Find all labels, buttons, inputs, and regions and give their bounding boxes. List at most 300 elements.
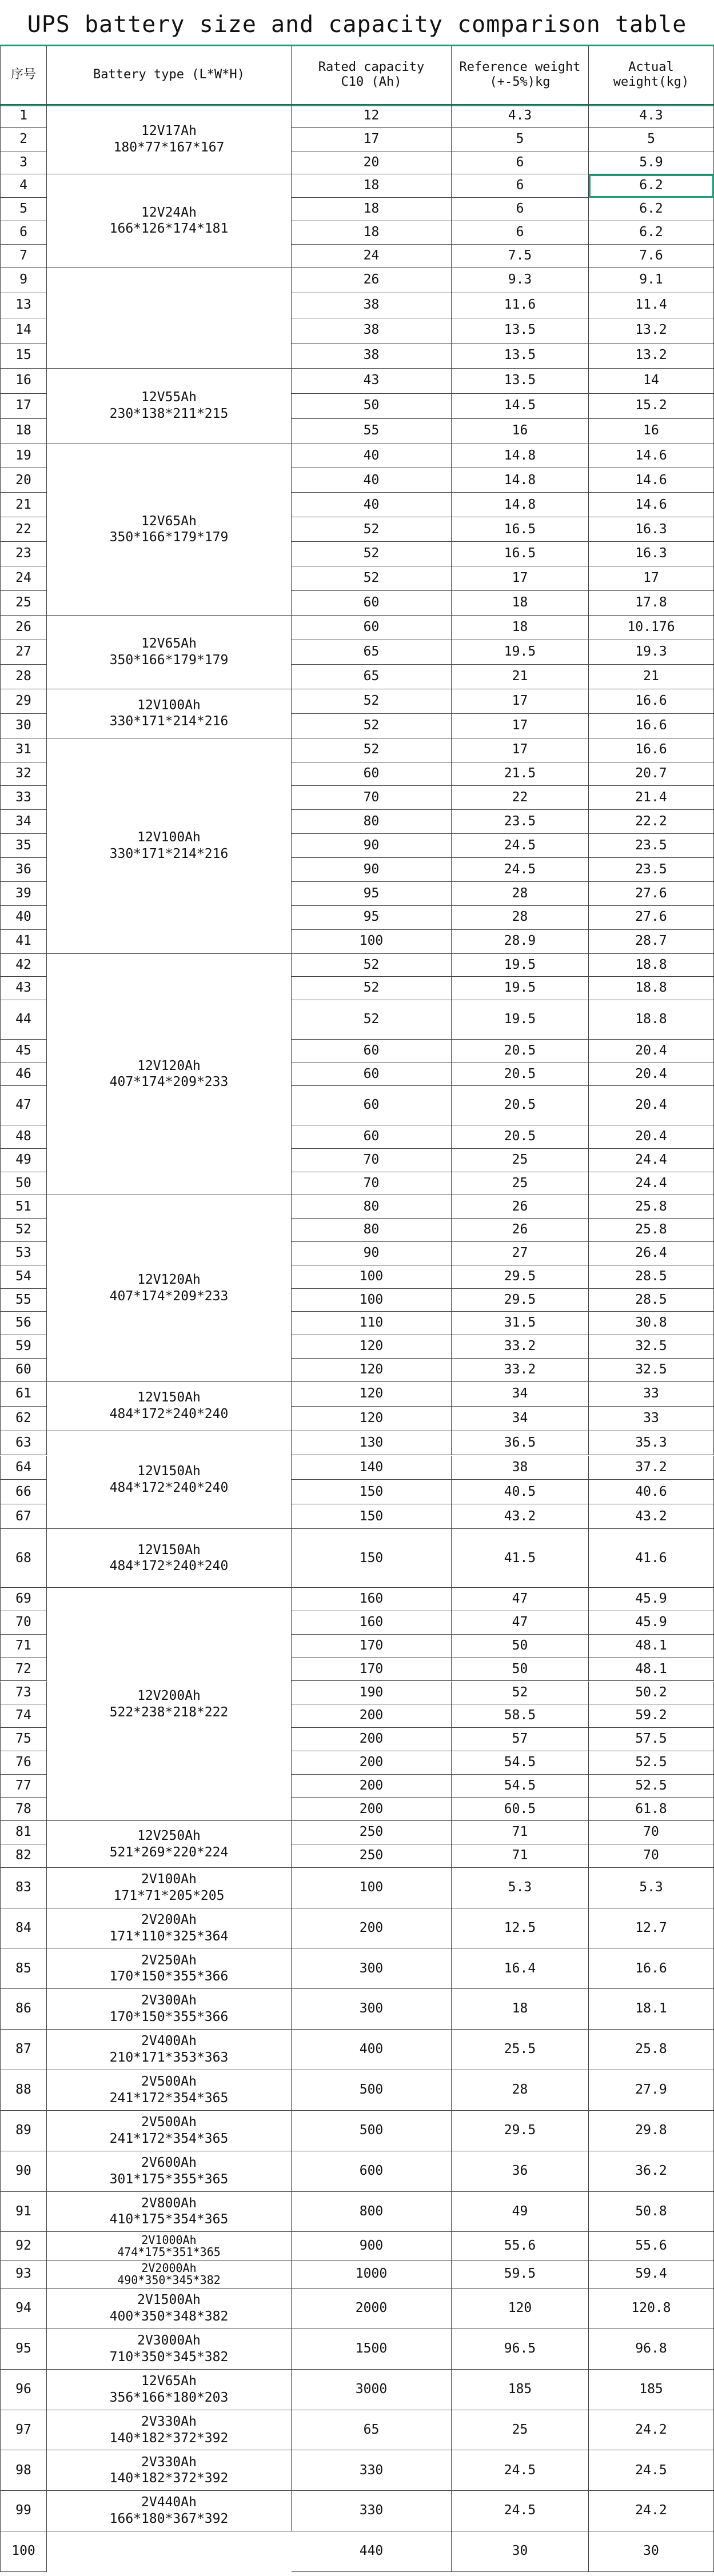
battery-type-cell[interactable]: 12V150Ah 484*172*240*240 bbox=[47, 1529, 292, 1588]
reference-weight-cell[interactable]: 28 bbox=[452, 882, 589, 906]
rated-capacity-cell[interactable]: 200 bbox=[292, 1908, 452, 1949]
row-index[interactable]: 67 bbox=[0, 1504, 47, 1529]
actual-weight-cell[interactable]: 6.2 bbox=[589, 174, 714, 198]
row-index[interactable]: 75 bbox=[0, 1728, 47, 1751]
actual-weight-cell[interactable]: 24.2 bbox=[589, 2491, 714, 2531]
rated-capacity-cell[interactable]: 95 bbox=[292, 906, 452, 930]
rated-capacity-cell[interactable]: 17 bbox=[292, 128, 452, 151]
reference-weight-cell[interactable]: 47 bbox=[452, 1588, 589, 1611]
actual-weight-cell[interactable]: 120.8 bbox=[589, 2289, 714, 2329]
reference-weight-cell[interactable]: 19.5 bbox=[452, 640, 589, 665]
actual-weight-cell[interactable]: 55.6 bbox=[589, 2232, 714, 2260]
actual-weight-cell[interactable]: 26.4 bbox=[589, 1242, 714, 1265]
row-index[interactable]: 40 bbox=[0, 906, 47, 930]
reference-weight-cell[interactable]: 14.5 bbox=[452, 394, 589, 419]
row-index[interactable]: 91 bbox=[0, 2192, 47, 2232]
actual-weight-cell[interactable]: 27.6 bbox=[589, 906, 714, 930]
actual-weight-cell[interactable]: 20.4 bbox=[589, 1125, 714, 1149]
actual-weight-cell[interactable]: 32.5 bbox=[589, 1359, 714, 1382]
reference-weight-cell[interactable]: 11.6 bbox=[452, 293, 589, 318]
row-index[interactable]: 47 bbox=[0, 1086, 47, 1125]
rated-capacity-cell[interactable]: 70 bbox=[292, 1172, 452, 1196]
actual-weight-cell[interactable]: 33 bbox=[589, 1407, 714, 1431]
row-index[interactable]: 1 bbox=[0, 105, 47, 128]
rated-capacity-cell[interactable]: 95 bbox=[292, 882, 452, 906]
actual-weight-cell[interactable]: 24.4 bbox=[589, 1149, 714, 1172]
row-index[interactable]: 6 bbox=[0, 221, 47, 245]
rated-capacity-cell[interactable]: 55 bbox=[292, 419, 452, 444]
row-index[interactable]: 56 bbox=[0, 1312, 47, 1335]
actual-weight-cell[interactable]: 24.5 bbox=[589, 2450, 714, 2491]
battery-type-cell[interactable]: 12V24Ah 166*126*174*181 bbox=[47, 174, 292, 267]
rated-capacity-cell[interactable]: 20 bbox=[292, 151, 452, 175]
row-index[interactable]: 70 bbox=[0, 1611, 47, 1635]
rated-capacity-cell[interactable]: 40 bbox=[292, 493, 452, 517]
actual-weight-cell[interactable]: 16.6 bbox=[589, 689, 714, 714]
actual-weight-cell[interactable]: 70 bbox=[589, 1821, 714, 1844]
reference-weight-cell[interactable]: 14.8 bbox=[452, 468, 589, 493]
reference-weight-cell[interactable]: 47 bbox=[452, 1611, 589, 1635]
actual-weight-cell[interactable]: 27.9 bbox=[589, 2070, 714, 2111]
rated-capacity-cell[interactable]: 43 bbox=[292, 369, 452, 394]
reference-weight-cell[interactable]: 31.5 bbox=[452, 1312, 589, 1335]
row-index[interactable]: 34 bbox=[0, 810, 47, 834]
reference-weight-cell[interactable]: 13.5 bbox=[452, 318, 589, 344]
rated-capacity-cell[interactable]: 330 bbox=[292, 2491, 452, 2531]
battery-type-cell[interactable]: 2V300Ah 170*150*355*366 bbox=[47, 1989, 292, 2030]
actual-weight-cell[interactable]: 23.5 bbox=[589, 834, 714, 858]
rated-capacity-cell[interactable]: 52 bbox=[292, 954, 452, 977]
reference-weight-cell[interactable]: 54.5 bbox=[452, 1751, 589, 1775]
row-index[interactable]: 59 bbox=[0, 1335, 47, 1359]
reference-weight-cell[interactable]: 18 bbox=[452, 616, 589, 640]
reference-weight-cell[interactable]: 30 bbox=[452, 2531, 589, 2572]
row-index[interactable]: 85 bbox=[0, 1948, 47, 1989]
reference-weight-cell[interactable]: 26 bbox=[452, 1219, 589, 1242]
row-index[interactable]: 62 bbox=[0, 1407, 47, 1431]
row-index[interactable]: 39 bbox=[0, 882, 47, 906]
rated-capacity-cell[interactable]: 18 bbox=[292, 174, 452, 198]
rated-capacity-cell[interactable]: 52 bbox=[292, 517, 452, 542]
reference-weight-cell[interactable]: 24.5 bbox=[452, 858, 589, 882]
actual-weight-cell[interactable]: 14.6 bbox=[589, 468, 714, 493]
row-index[interactable]: 66 bbox=[0, 1480, 47, 1504]
rated-capacity-cell[interactable]: 300 bbox=[292, 1948, 452, 1989]
battery-type-cell[interactable]: 2V500Ah 241*172*354*365 bbox=[47, 2070, 292, 2111]
actual-weight-cell[interactable]: 17.8 bbox=[589, 591, 714, 616]
battery-type-cell[interactable]: 2V400Ah 210*171*353*363 bbox=[47, 2030, 292, 2070]
reference-weight-cell[interactable]: 120 bbox=[452, 2289, 589, 2329]
rated-capacity-cell[interactable]: 120 bbox=[292, 1407, 452, 1431]
reference-weight-cell[interactable]: 13.5 bbox=[452, 369, 589, 394]
rated-capacity-cell[interactable]: 1500 bbox=[292, 2329, 452, 2370]
actual-weight-cell[interactable]: 18.1 bbox=[589, 1989, 714, 2030]
row-index[interactable]: 53 bbox=[0, 1242, 47, 1265]
actual-weight-cell[interactable]: 5 bbox=[589, 128, 714, 151]
rated-capacity-cell[interactable]: 40 bbox=[292, 444, 452, 469]
actual-weight-cell[interactable]: 5.9 bbox=[589, 151, 714, 175]
row-index[interactable]: 49 bbox=[0, 1149, 47, 1172]
rated-capacity-cell[interactable]: 52 bbox=[292, 689, 452, 714]
row-index[interactable]: 19 bbox=[0, 444, 47, 469]
reference-weight-cell[interactable]: 25.5 bbox=[452, 2030, 589, 2070]
rated-capacity-cell[interactable]: 200 bbox=[292, 1775, 452, 1798]
actual-weight-cell[interactable]: 14.6 bbox=[589, 444, 714, 469]
actual-weight-cell[interactable]: 28.5 bbox=[589, 1265, 714, 1289]
header-reference-weight[interactable]: Reference weight (+-5%)kg bbox=[452, 46, 589, 105]
rated-capacity-cell[interactable]: 40 bbox=[292, 468, 452, 493]
reference-weight-cell[interactable]: 16 bbox=[452, 419, 589, 444]
actual-weight-cell[interactable]: 33 bbox=[589, 1382, 714, 1407]
row-index[interactable]: 81 bbox=[0, 1821, 47, 1844]
actual-weight-cell[interactable]: 4.3 bbox=[589, 105, 714, 128]
actual-weight-cell[interactable]: 9.1 bbox=[589, 268, 714, 293]
reference-weight-cell[interactable]: 16.5 bbox=[452, 542, 589, 566]
row-index[interactable]: 97 bbox=[0, 2410, 47, 2451]
reference-weight-cell[interactable]: 29.5 bbox=[452, 1265, 589, 1289]
reference-weight-cell[interactable]: 36.5 bbox=[452, 1431, 589, 1456]
row-index[interactable]: 46 bbox=[0, 1063, 47, 1087]
rated-capacity-cell[interactable]: 90 bbox=[292, 858, 452, 882]
actual-weight-cell[interactable]: 30.8 bbox=[589, 1312, 714, 1335]
row-index[interactable]: 64 bbox=[0, 1456, 47, 1480]
row-index[interactable]: 82 bbox=[0, 1844, 47, 1868]
battery-type-cell[interactable]: 12V65Ah 350*166*179*179 bbox=[47, 616, 292, 689]
battery-type-cell[interactable]: 2V200Ah 171*110*325*364 bbox=[47, 1908, 292, 1949]
reference-weight-cell[interactable]: 43.2 bbox=[452, 1504, 589, 1529]
actual-weight-cell[interactable]: 11.4 bbox=[589, 293, 714, 318]
actual-weight-cell[interactable]: 32.5 bbox=[589, 1335, 714, 1359]
actual-weight-cell[interactable]: 25.8 bbox=[589, 1195, 714, 1219]
rated-capacity-cell[interactable]: 38 bbox=[292, 293, 452, 318]
rated-capacity-cell[interactable]: 900 bbox=[292, 2232, 452, 2260]
reference-weight-cell[interactable]: 27 bbox=[452, 1242, 589, 1265]
row-index[interactable]: 73 bbox=[0, 1682, 47, 1705]
actual-weight-cell[interactable]: 18.8 bbox=[589, 954, 714, 977]
reference-weight-cell[interactable]: 50 bbox=[452, 1658, 589, 1682]
reference-weight-cell[interactable]: 18 bbox=[452, 591, 589, 616]
rated-capacity-cell[interactable]: 200 bbox=[292, 1798, 452, 1821]
reference-weight-cell[interactable]: 19.5 bbox=[452, 954, 589, 977]
rated-capacity-cell[interactable]: 70 bbox=[292, 786, 452, 810]
actual-weight-cell[interactable]: 36.2 bbox=[589, 2151, 714, 2192]
row-index[interactable]: 26 bbox=[0, 616, 47, 640]
reference-weight-cell[interactable]: 36 bbox=[452, 2151, 589, 2192]
row-index[interactable]: 7 bbox=[0, 245, 47, 268]
reference-weight-cell[interactable]: 52 bbox=[452, 1682, 589, 1705]
header-battery-type[interactable]: Battery type (L*W*H) bbox=[47, 46, 292, 105]
row-index[interactable]: 61 bbox=[0, 1382, 47, 1407]
reference-weight-cell[interactable]: 14.8 bbox=[452, 493, 589, 517]
reference-weight-cell[interactable]: 28 bbox=[452, 2070, 589, 2111]
actual-weight-cell[interactable]: 52.5 bbox=[589, 1775, 714, 1798]
header-index[interactable]: 序号 bbox=[0, 46, 47, 105]
reference-weight-cell[interactable]: 17 bbox=[452, 714, 589, 738]
actual-weight-cell[interactable]: 20.4 bbox=[589, 1040, 714, 1063]
reference-weight-cell[interactable]: 20.5 bbox=[452, 1063, 589, 1087]
rated-capacity-cell[interactable]: 140 bbox=[292, 1456, 452, 1480]
actual-weight-cell[interactable]: 18.8 bbox=[589, 1000, 714, 1040]
actual-weight-cell[interactable]: 52.5 bbox=[589, 1751, 714, 1775]
actual-weight-cell[interactable]: 5.3 bbox=[589, 1868, 714, 1908]
rated-capacity-cell[interactable]: 100 bbox=[292, 1289, 452, 1312]
rated-capacity-cell[interactable]: 12 bbox=[292, 105, 452, 128]
rated-capacity-cell[interactable]: 65 bbox=[292, 640, 452, 665]
reference-weight-cell[interactable]: 24.5 bbox=[452, 834, 589, 858]
row-index[interactable]: 43 bbox=[0, 977, 47, 1000]
row-index[interactable]: 27 bbox=[0, 640, 47, 665]
reference-weight-cell[interactable]: 96.5 bbox=[452, 2329, 589, 2370]
row-index[interactable]: 20 bbox=[0, 468, 47, 493]
row-index[interactable]: 78 bbox=[0, 1798, 47, 1821]
actual-weight-cell[interactable]: 50.2 bbox=[589, 1682, 714, 1705]
rated-capacity-cell[interactable]: 500 bbox=[292, 2070, 452, 2111]
reference-weight-cell[interactable]: 7.5 bbox=[452, 245, 589, 268]
battery-type-cell[interactable]: 12V65Ah 356*166*180*203 bbox=[47, 2370, 292, 2410]
reference-weight-cell[interactable]: 9.3 bbox=[452, 268, 589, 293]
row-index[interactable]: 25 bbox=[0, 591, 47, 616]
battery-type-cell[interactable]: 12V150Ah 484*172*240*240 bbox=[47, 1431, 292, 1529]
reference-weight-cell[interactable]: 29.5 bbox=[452, 1289, 589, 1312]
reference-weight-cell[interactable]: 22 bbox=[452, 786, 589, 810]
rated-capacity-cell[interactable]: 80 bbox=[292, 810, 452, 834]
rated-capacity-cell[interactable]: 170 bbox=[292, 1635, 452, 1658]
rated-capacity-cell[interactable]: 400 bbox=[292, 2030, 452, 2070]
row-index[interactable]: 98 bbox=[0, 2450, 47, 2491]
rated-capacity-cell[interactable]: 60 bbox=[292, 762, 452, 786]
rated-capacity-cell[interactable]: 24 bbox=[292, 245, 452, 268]
rated-capacity-cell[interactable]: 65 bbox=[292, 2410, 452, 2451]
rated-capacity-cell[interactable]: 150 bbox=[292, 1480, 452, 1504]
row-index[interactable]: 33 bbox=[0, 786, 47, 810]
battery-type-cell[interactable]: 2V2000Ah 490*350*345*382 bbox=[47, 2261, 292, 2289]
rated-capacity-cell[interactable]: 60 bbox=[292, 1063, 452, 1087]
rated-capacity-cell[interactable]: 60 bbox=[292, 1040, 452, 1063]
rated-capacity-cell[interactable]: 52 bbox=[292, 566, 452, 591]
battery-type-cell[interactable]: 12V55Ah 230*138*211*215 bbox=[47, 369, 292, 444]
reference-weight-cell[interactable]: 41.5 bbox=[452, 1529, 589, 1588]
actual-weight-cell[interactable]: 24.2 bbox=[589, 2410, 714, 2451]
reference-weight-cell[interactable]: 28 bbox=[452, 906, 589, 930]
rated-capacity-cell[interactable]: 120 bbox=[292, 1359, 452, 1382]
row-index[interactable]: 71 bbox=[0, 1635, 47, 1658]
actual-weight-cell[interactable]: 14 bbox=[589, 369, 714, 394]
reference-weight-cell[interactable]: 38 bbox=[452, 1456, 589, 1480]
rated-capacity-cell[interactable]: 2000 bbox=[292, 2289, 452, 2329]
rated-capacity-cell[interactable]: 80 bbox=[292, 1219, 452, 1242]
reference-weight-cell[interactable]: 28.9 bbox=[452, 930, 589, 954]
actual-weight-cell[interactable]: 16.6 bbox=[589, 1948, 714, 1989]
row-index[interactable]: 29 bbox=[0, 689, 47, 714]
rated-capacity-cell[interactable]: 26 bbox=[292, 268, 452, 293]
row-index[interactable]: 22 bbox=[0, 517, 47, 542]
actual-weight-cell[interactable]: 57.5 bbox=[589, 1728, 714, 1751]
rated-capacity-cell[interactable]: 50 bbox=[292, 394, 452, 419]
battery-type-cell[interactable]: 12V100Ah 330*171*214*216 bbox=[47, 689, 292, 738]
row-index[interactable]: 36 bbox=[0, 858, 47, 882]
rated-capacity-cell[interactable]: 38 bbox=[292, 318, 452, 344]
rated-capacity-cell[interactable]: 100 bbox=[292, 930, 452, 954]
reference-weight-cell[interactable]: 12.5 bbox=[452, 1908, 589, 1949]
actual-weight-cell[interactable]: 6.2 bbox=[589, 221, 714, 245]
battery-type-cell[interactable]: 2V600Ah 301*175*355*365 bbox=[47, 2151, 292, 2192]
rated-capacity-cell[interactable]: 200 bbox=[292, 1704, 452, 1728]
actual-weight-cell[interactable]: 18.8 bbox=[589, 977, 714, 1000]
rated-capacity-cell[interactable]: 80 bbox=[292, 1195, 452, 1219]
reference-weight-cell[interactable]: 20.5 bbox=[452, 1086, 589, 1125]
battery-type-cell[interactable]: 2V800Ah 410*175*354*365 bbox=[47, 2192, 292, 2232]
row-index[interactable]: 76 bbox=[0, 1751, 47, 1775]
actual-weight-cell[interactable]: 61.8 bbox=[589, 1798, 714, 1821]
actual-weight-cell[interactable]: 25.8 bbox=[589, 1219, 714, 1242]
rated-capacity-cell[interactable]: 110 bbox=[292, 1312, 452, 1335]
rated-capacity-cell[interactable]: 130 bbox=[292, 1431, 452, 1456]
actual-weight-cell[interactable]: 6.2 bbox=[589, 198, 714, 221]
row-index[interactable]: 93 bbox=[0, 2261, 47, 2289]
battery-type-cell[interactable]: 12V65Ah 350*166*179*179 bbox=[47, 444, 292, 616]
actual-weight-cell[interactable]: 14.6 bbox=[589, 493, 714, 517]
row-index[interactable]: 90 bbox=[0, 2151, 47, 2192]
row-index[interactable]: 24 bbox=[0, 566, 47, 591]
row-index[interactable]: 16 bbox=[0, 369, 47, 394]
actual-weight-cell[interactable]: 10.176 bbox=[589, 616, 714, 640]
header-actual-weight[interactable]: Actual weight(kg) bbox=[589, 46, 714, 105]
battery-type-cell[interactable]: 12V17Ah 180*77*167*167 bbox=[47, 105, 292, 174]
reference-weight-cell[interactable]: 49 bbox=[452, 2192, 589, 2232]
actual-weight-cell[interactable]: 16.6 bbox=[589, 738, 714, 762]
reference-weight-cell[interactable]: 20.5 bbox=[452, 1125, 589, 1149]
rated-capacity-cell[interactable]: 120 bbox=[292, 1382, 452, 1407]
actual-weight-cell[interactable]: 40.6 bbox=[589, 1480, 714, 1504]
rated-capacity-cell[interactable]: 70 bbox=[292, 1149, 452, 1172]
rated-capacity-cell[interactable]: 90 bbox=[292, 1242, 452, 1265]
reference-weight-cell[interactable]: 5 bbox=[452, 128, 589, 151]
actual-weight-cell[interactable]: 21 bbox=[589, 665, 714, 689]
row-index[interactable]: 74 bbox=[0, 1704, 47, 1728]
row-index[interactable]: 84 bbox=[0, 1908, 47, 1949]
reference-weight-cell[interactable]: 5.3 bbox=[452, 1868, 589, 1908]
reference-weight-cell[interactable]: 19.5 bbox=[452, 977, 589, 1000]
actual-weight-cell[interactable]: 15.2 bbox=[589, 394, 714, 419]
actual-weight-cell[interactable]: 21.4 bbox=[589, 786, 714, 810]
battery-type-cell[interactable]: 2V440Ah 166*180*367*392 bbox=[47, 2491, 292, 2531]
row-index[interactable]: 48 bbox=[0, 1125, 47, 1149]
reference-weight-cell[interactable]: 6 bbox=[452, 198, 589, 221]
row-index[interactable]: 92 bbox=[0, 2232, 47, 2260]
row-index[interactable]: 68 bbox=[0, 1529, 47, 1588]
actual-weight-cell[interactable]: 19.3 bbox=[589, 640, 714, 665]
rated-capacity-cell[interactable]: 150 bbox=[292, 1504, 452, 1529]
rated-capacity-cell[interactable]: 18 bbox=[292, 198, 452, 221]
battery-type-cell[interactable]: 2V100Ah 171*71*205*205 bbox=[47, 1868, 292, 1908]
actual-weight-cell[interactable]: 48.1 bbox=[589, 1658, 714, 1682]
row-index[interactable]: 99 bbox=[0, 2491, 47, 2531]
actual-weight-cell[interactable]: 25.8 bbox=[589, 2030, 714, 2070]
rated-capacity-cell[interactable]: 3000 bbox=[292, 2370, 452, 2410]
row-index[interactable]: 50 bbox=[0, 1172, 47, 1196]
actual-weight-cell[interactable]: 59.4 bbox=[589, 2261, 714, 2289]
reference-weight-cell[interactable]: 33.2 bbox=[452, 1359, 589, 1382]
rated-capacity-cell[interactable]: 60 bbox=[292, 1125, 452, 1149]
battery-type-cell[interactable]: 12V120Ah 407*174*209*233 bbox=[47, 954, 292, 1196]
reference-weight-cell[interactable]: 17 bbox=[452, 689, 589, 714]
reference-weight-cell[interactable]: 6 bbox=[452, 221, 589, 245]
rated-capacity-cell[interactable]: 500 bbox=[292, 2111, 452, 2151]
row-index[interactable]: 55 bbox=[0, 1289, 47, 1312]
battery-type-cell[interactable]: 2V330Ah 140*182*372*392 bbox=[47, 2450, 292, 2491]
battery-type-cell[interactable] bbox=[47, 268, 292, 369]
row-index[interactable]: 96 bbox=[0, 2370, 47, 2410]
row-index[interactable]: 42 bbox=[0, 954, 47, 977]
row-index[interactable]: 60 bbox=[0, 1359, 47, 1382]
row-index[interactable]: 9 bbox=[0, 268, 47, 293]
row-index[interactable]: 23 bbox=[0, 542, 47, 566]
reference-weight-cell[interactable]: 57 bbox=[452, 1728, 589, 1751]
row-index[interactable]: 77 bbox=[0, 1775, 47, 1798]
rated-capacity-cell[interactable]: 52 bbox=[292, 1000, 452, 1040]
row-index[interactable]: 44 bbox=[0, 1000, 47, 1040]
row-index[interactable]: 83 bbox=[0, 1868, 47, 1908]
row-index[interactable]: 63 bbox=[0, 1431, 47, 1456]
actual-weight-cell[interactable]: 23.5 bbox=[589, 858, 714, 882]
actual-weight-cell[interactable]: 7.6 bbox=[589, 245, 714, 268]
reference-weight-cell[interactable]: 34 bbox=[452, 1407, 589, 1431]
row-index[interactable]: 32 bbox=[0, 762, 47, 786]
actual-weight-cell[interactable]: 20.4 bbox=[589, 1086, 714, 1125]
reference-weight-cell[interactable]: 25 bbox=[452, 1149, 589, 1172]
row-index[interactable]: 86 bbox=[0, 1989, 47, 2030]
row-index[interactable]: 31 bbox=[0, 738, 47, 762]
battery-type-cell[interactable]: 2V500Ah 241*172*354*365 bbox=[47, 2111, 292, 2151]
actual-weight-cell[interactable]: 37.2 bbox=[589, 1456, 714, 1480]
reference-weight-cell[interactable]: 54.5 bbox=[452, 1775, 589, 1798]
rated-capacity-cell[interactable]: 300 bbox=[292, 1989, 452, 2030]
actual-weight-cell[interactable]: 185 bbox=[589, 2370, 714, 2410]
rated-capacity-cell[interactable]: 190 bbox=[292, 1682, 452, 1705]
rated-capacity-cell[interactable]: 250 bbox=[292, 1821, 452, 1844]
reference-weight-cell[interactable]: 50 bbox=[452, 1635, 589, 1658]
actual-weight-cell[interactable]: 17 bbox=[589, 566, 714, 591]
reference-weight-cell[interactable]: 17 bbox=[452, 566, 589, 591]
battery-type-cell[interactable]: 2V3000Ah 710*350*345*382 bbox=[47, 2329, 292, 2370]
actual-weight-cell[interactable]: 16.6 bbox=[589, 714, 714, 738]
reference-weight-cell[interactable]: 17 bbox=[452, 738, 589, 762]
actual-weight-cell[interactable]: 22.2 bbox=[589, 810, 714, 834]
row-index[interactable]: 54 bbox=[0, 1265, 47, 1289]
row-index[interactable]: 95 bbox=[0, 2329, 47, 2370]
rated-capacity-cell[interactable]: 52 bbox=[292, 738, 452, 762]
rated-capacity-cell[interactable]: 150 bbox=[292, 1529, 452, 1588]
rated-capacity-cell[interactable]: 100 bbox=[292, 1868, 452, 1908]
reference-weight-cell[interactable]: 40.5 bbox=[452, 1480, 589, 1504]
rated-capacity-cell[interactable]: 100 bbox=[292, 1265, 452, 1289]
actual-weight-cell[interactable]: 41.6 bbox=[589, 1529, 714, 1588]
battery-type-cell[interactable]: 2V1500Ah 400*350*348*382 bbox=[47, 2289, 292, 2329]
reference-weight-cell[interactable]: 14.8 bbox=[452, 444, 589, 469]
battery-type-cell[interactable]: 2V1000Ah 474*175*351*365 bbox=[47, 2232, 292, 2260]
reference-weight-cell[interactable]: 21.5 bbox=[452, 762, 589, 786]
actual-weight-cell[interactable]: 16.3 bbox=[589, 517, 714, 542]
row-index[interactable]: 35 bbox=[0, 834, 47, 858]
reference-weight-cell[interactable]: 16.5 bbox=[452, 517, 589, 542]
actual-weight-cell[interactable]: 27.6 bbox=[589, 882, 714, 906]
actual-weight-cell[interactable]: 16.3 bbox=[589, 542, 714, 566]
rated-capacity-cell[interactable]: 18 bbox=[292, 221, 452, 245]
rated-capacity-cell[interactable]: 200 bbox=[292, 1751, 452, 1775]
rated-capacity-cell[interactable]: 170 bbox=[292, 1658, 452, 1682]
rated-capacity-cell[interactable]: 200 bbox=[292, 1728, 452, 1751]
battery-type-cell[interactable]: 2V330Ah 140*182*372*392 bbox=[47, 2410, 292, 2451]
